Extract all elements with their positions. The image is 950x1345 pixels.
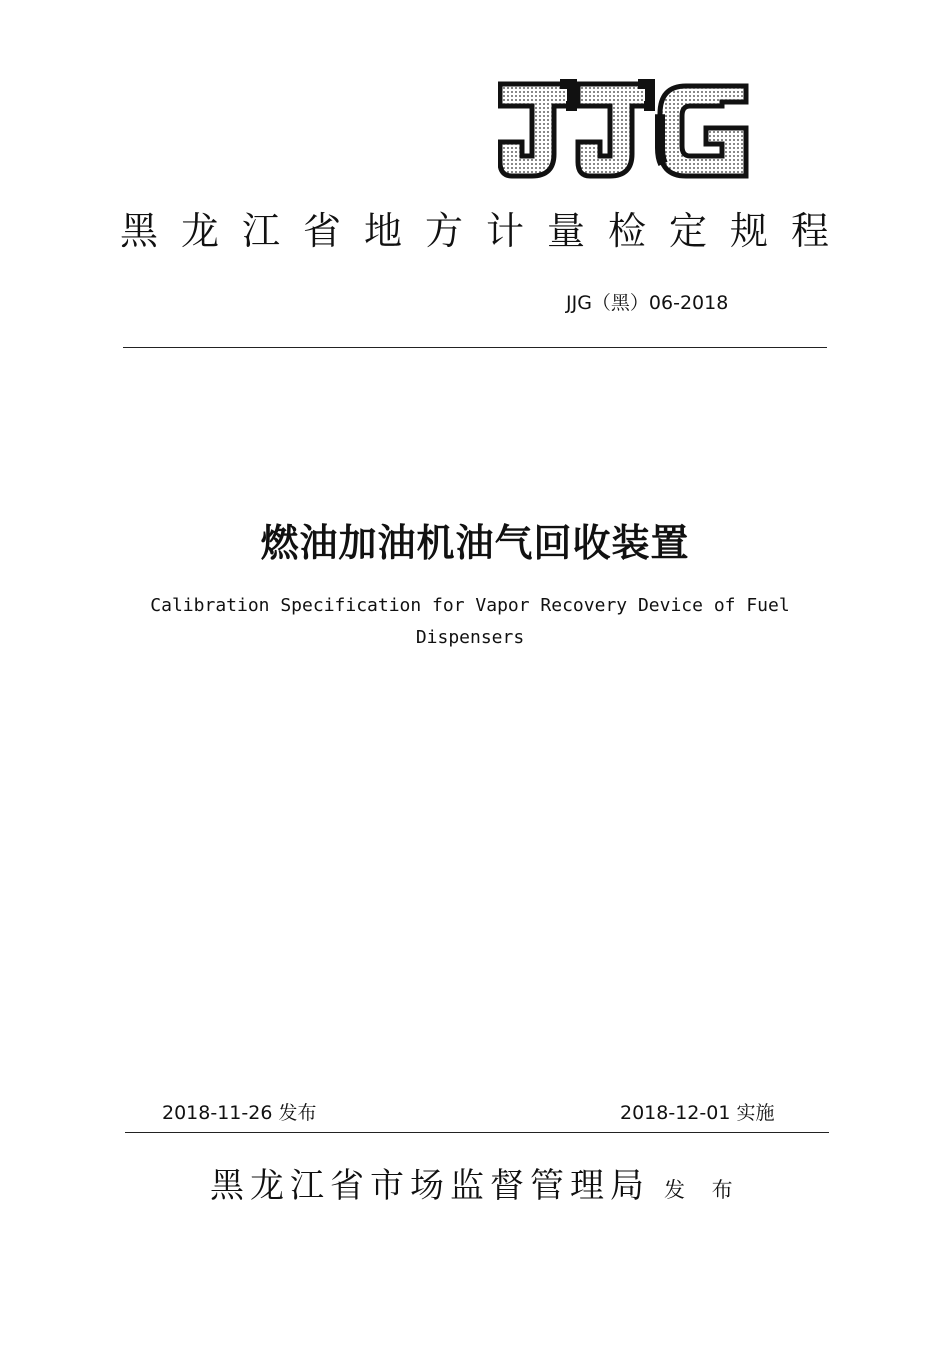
jjg-logo [498, 78, 750, 180]
regulation-series-title: 黑龙江省地方计量检定规程 [120, 209, 853, 253]
publisher-name: 黑龙江省市场监督管理局 [210, 1166, 650, 1206]
document-code: JJG（黑）06-2018 [566, 292, 729, 314]
effective-date: 2018-12-01 实施 [620, 1102, 775, 1124]
publisher-suffix: 发 布 [664, 1178, 743, 1202]
logo-letter-g [660, 86, 746, 176]
document-title-english: Calibration Specification for Vapor Recovery Device of Fuel Dispensers [150, 595, 790, 648]
top-divider [123, 347, 827, 348]
document-title-chinese: 燃油加油机油气回收装置 [260, 521, 690, 565]
bottom-divider [125, 1132, 829, 1133]
logo-letter-j-1 [500, 84, 572, 176]
logo-letter-j-2 [578, 84, 650, 176]
issue-date: 2018-11-26 发布 [162, 1102, 317, 1124]
publisher-line [210, 1158, 743, 1207]
